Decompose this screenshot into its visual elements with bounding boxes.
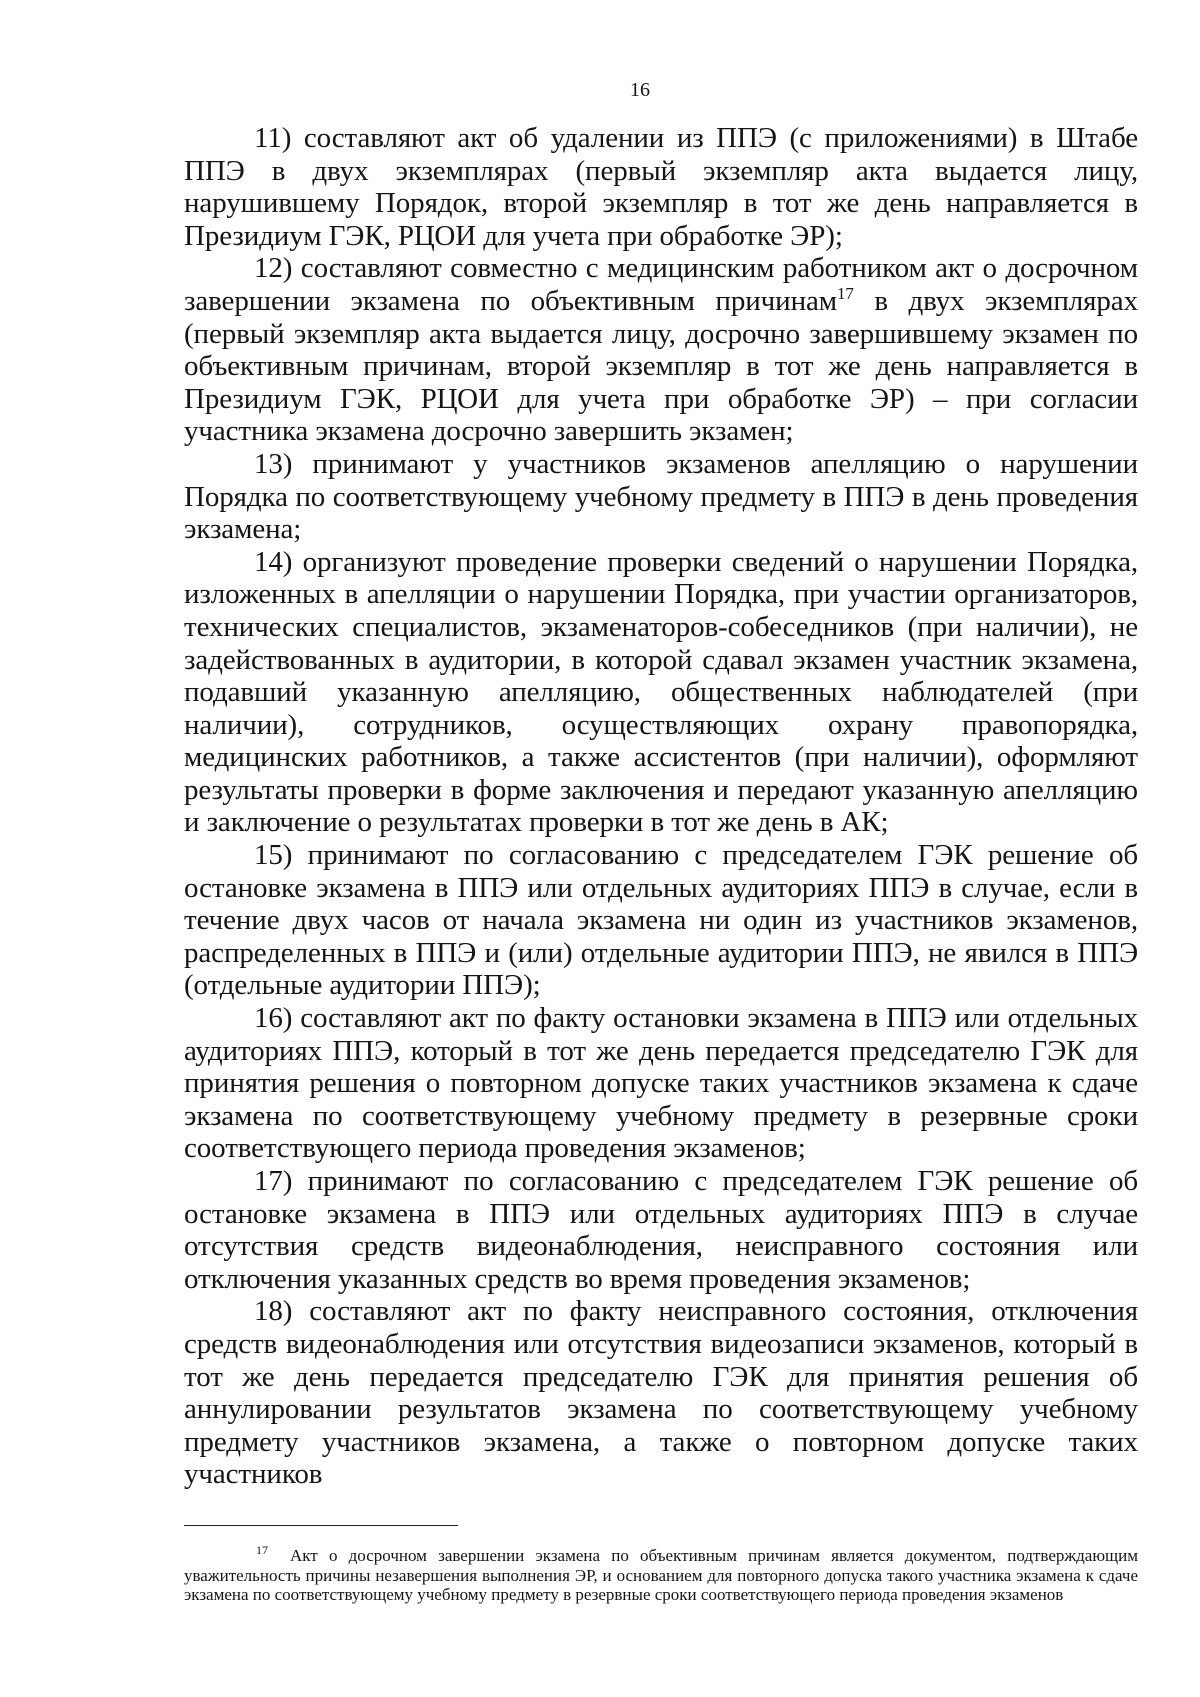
list-item: 13) принимают у участников экзаменов апелляцию о нарушении Порядка по соответствующему учебному предмету в ППЭ в день проведения экзамена; bbox=[184, 447, 1138, 546]
document-body bbox=[184, 122, 1138, 1491]
list-item: 17) принимают по согласованию с председателем ГЭК решение об остановке экзамена в ППЭ или отдельных аудиториях ППЭ в случае отсутствия средств видеонаблюдения, неисправного состояния или отключения указанных средств во время проведения экзаменов; bbox=[184, 1165, 1138, 1295]
list-item bbox=[184, 252, 1138, 448]
list-item-text: 12) составляют совместно с медицинским работником акт о досрочном завершении экзамена по объективным причинам bbox=[184, 252, 1138, 317]
list-item-text: в двух экземплярах (первый экземпляр акта выдается лицу, досрочно завершившему экзамен по объективным причинам, второй экземпляр в тот же день направляется в Президиум ГЭК, РЦОИ для учета при обработке ЭР) – при согласии участника экзамена досрочно завершить экзамен; bbox=[184, 284, 1138, 448]
list-item: 15) принимают по согласованию с председателем ГЭК решение об остановке экзамена в ППЭ или отдельных аудиториях ППЭ в случае, если в течение двух часов от начала экзамена ни один из участников экзаменов, распределенных в ППЭ и (или) отдельные аудитории ППЭ, не явился в ППЭ (отдельные аудитории ППЭ); bbox=[184, 839, 1138, 1002]
footnote-separator bbox=[184, 1525, 458, 1526]
footnote-text: Акт о досрочном завершении экзамена по объективным причинам является документом, подтверждающим уважительность причины незавершения выполнения ЭР, и основанием для повторного допуска такого участника экзамена к сдаче экзамена по соответствующему учебному предмету в резервные сроки соответствующего периода проведения экзаменов bbox=[184, 1546, 1138, 1605]
footnote-marker: 17 bbox=[256, 1543, 268, 1557]
list-item: 14) организуют проведение проверки сведений о нарушении Порядка, изложенных в апелляции о нарушении Порядка, при участии организаторов, технических специалистов, экзаменаторов-собеседников (при наличии), не задействованных в аудитории, в которой сдавал экзамен участник экзамена, подавший указанную апелляцию, общественных наблюдателей (при наличии), сотрудников, осуществляющих охрану правопорядка, медицинских работников, а также ассистентов (при наличии), оформляют результаты проверки в форме заключения и передают указанную апелляцию и заключение о результатах проверки в тот же день в АК; bbox=[184, 545, 1138, 839]
page-number: 16 bbox=[630, 79, 650, 101]
list-item: 11) составляют акт об удалении из ППЭ (с приложениями) в Штабе ППЭ в двух экземплярах (первый экземпляр акта выдается лицу, нарушившему Порядок, второй экземпляр в тот же день направляется в Президиум ГЭК, РЦОИ для учета при обработке ЭР); bbox=[184, 122, 1138, 252]
list-item: 18) составляют акт по факту неисправного состояния, отключения средств видеонаблюдения или отсутствия видеозаписи экзаменов, который в тот же день передается председателю ГЭК для принятия решения об аннулировании результатов экзамена по соответствующему учебному предмету участников экзамена, а также о повторном допуске таких участников bbox=[184, 1295, 1138, 1491]
footnote bbox=[184, 1543, 1138, 1605]
list-item: 16) составляют акт по факту остановки экзамена в ППЭ или отдельных аудиториях ППЭ, который в тот же день передается председателю ГЭК для принятия решения о повторном допуске таких участников экзамена к сдаче экзамена по соответствующему учебному предмету в резервные сроки соответствующего периода проведения экзаменов; bbox=[184, 1002, 1138, 1165]
footnote-reference: 17 bbox=[837, 283, 854, 303]
